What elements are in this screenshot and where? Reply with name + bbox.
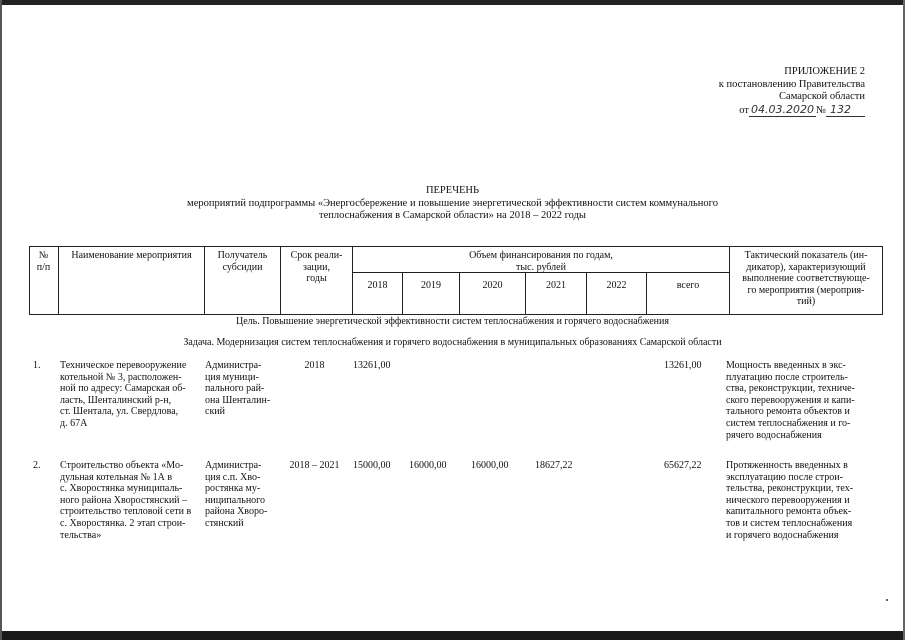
header-year-2022: 2022 bbox=[606, 280, 627, 291]
row-name: Строительство объекта «Мо- дульная котельная № 1А в с. Хворостянка муниципаль- ного района Хворостянский – строительство тепловой сети в с. Хворостянка. 2 этап строи- тельства» bbox=[60, 460, 192, 541]
header-year-2021: 2021 bbox=[546, 280, 566, 291]
row-total: 13261,00 bbox=[664, 360, 702, 371]
from-label: от bbox=[739, 104, 749, 116]
row-number: 1. bbox=[33, 360, 41, 371]
number-label: № bbox=[815, 104, 826, 116]
header-total: всего bbox=[676, 280, 700, 291]
handwritten-date: 04.03.2020 bbox=[750, 102, 814, 116]
header-year-2019: 2019 bbox=[421, 280, 441, 291]
row-value-2018: 15000,00 bbox=[353, 460, 391, 471]
appendix-title: ПРИЛОЖЕНИЕ 2 bbox=[784, 66, 865, 77]
document-subtitle-line-1: мероприятий подпрограммы «Энергосбережение и повышение энергетической эффективности систем коммунального bbox=[187, 198, 718, 209]
document-title: ПЕРЕЧЕНЬ bbox=[425, 185, 480, 196]
scan-top-edge bbox=[0, 0, 905, 5]
row-recipient: Администра- ция с.п. Хво- ростянка му- ниципального района Хворо- стянский bbox=[205, 460, 268, 529]
header-indicator: Тактический показатель (ин- дикатор), характеризующий выполнение соответствующе- го мероприятия (мероприя- тий) bbox=[742, 250, 870, 307]
header-name: Наименование мероприятия bbox=[71, 250, 192, 261]
row-value-2020: 16000,00 bbox=[471, 460, 509, 471]
row-term: 2018 – 2021 bbox=[289, 460, 340, 471]
appendix-line-3: Самарской области bbox=[779, 91, 865, 102]
header-funding: Объем финансирования по годам, тыс. рублей bbox=[469, 250, 613, 273]
scan-speck bbox=[886, 599, 888, 601]
handwritten-number: 132 bbox=[826, 103, 865, 117]
goal-text: Цель. Повышение энергетической эффективности систем теплоснабжения и горячего водоснабжения bbox=[236, 316, 669, 327]
header-number: № п/п bbox=[36, 250, 51, 273]
row-indicator: Протяженность введенных в эксплуатацию после строи- тельства, реконструкции, тех- нического перевооружения и капитального ремонта объек- тов и систем теплоснабжения и горячего водоснабжения bbox=[726, 460, 854, 541]
row-value-2021: 18627,22 bbox=[535, 460, 573, 471]
row-total: 65627,22 bbox=[664, 460, 702, 471]
row-name: Техническое перевооружение котельной № 3, расположен- ной по адресу: Самарская об- ласть, Шенталинский р-н, ст. Шентала, ул. Свердлова, д. 67А bbox=[60, 360, 187, 429]
appendix-line-2: к постановлению Правительства bbox=[718, 78, 865, 90]
header-term: Срок реали- зации, годы bbox=[290, 250, 343, 284]
task-text: Задача. Модернизация систем теплоснабжения и горячего водоснабжения в муниципальных образованиях Самарской области bbox=[183, 337, 722, 348]
header-year-2020: 2020 bbox=[482, 280, 503, 291]
scan-bottom-edge bbox=[0, 631, 905, 640]
row-value-2018: 13261,00 bbox=[353, 360, 391, 371]
appendix-date-line bbox=[695, 104, 865, 118]
row-term: 2018 bbox=[304, 360, 325, 371]
row-value-2019: 16000,00 bbox=[409, 460, 447, 471]
document-subtitle-line-2: теплоснабжения в Самарской области» на 2018 – 2022 годы bbox=[319, 210, 586, 221]
row-number: 2. bbox=[33, 460, 41, 471]
row-recipient: Администра- ция муници- пального рай- она Шенталин- ский bbox=[205, 360, 271, 418]
header-year-2018: 2018 bbox=[367, 280, 388, 291]
appendix-block bbox=[695, 66, 865, 117]
header-recipient: Получатель субсидии bbox=[217, 250, 268, 273]
row-indicator: Мощность введенных в экс- плуатацию после строитель- ства, реконструкции, техниче- ского перевооружения и капи- тального ремонта объектов и систем теплоснабжения и го- рячего водоснабжения bbox=[726, 360, 855, 441]
